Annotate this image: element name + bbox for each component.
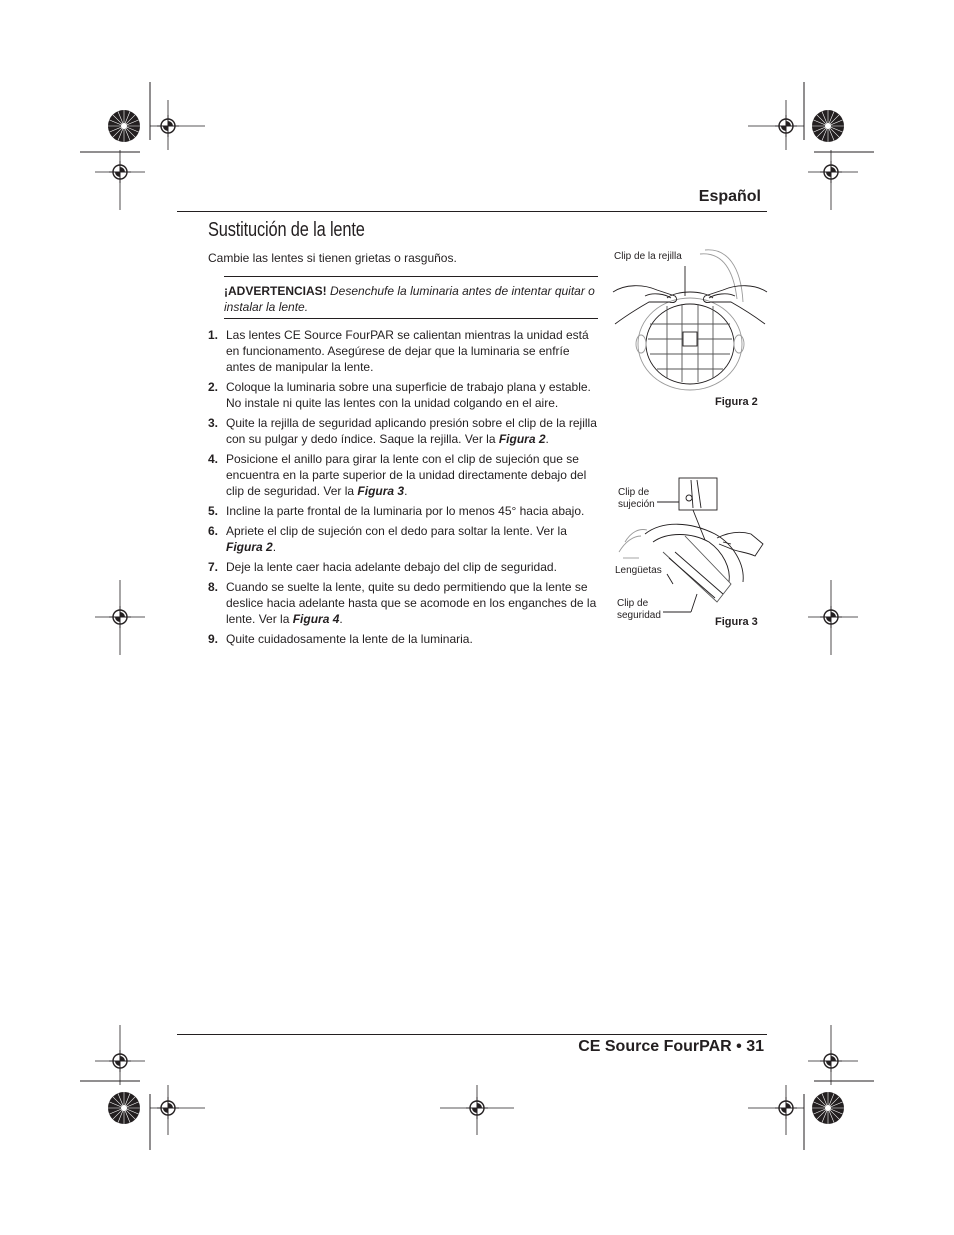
registration-star-icon	[108, 110, 140, 142]
step-text: Quite la rejilla de seguridad aplicando presión sobre el clip de la rejilla con su pulgar y dedo índice. Saque la rejilla. Ver la	[226, 416, 597, 446]
step-number: 4.	[208, 452, 219, 466]
list-item	[208, 579, 598, 627]
step-number: 8.	[208, 580, 219, 594]
intro-text: Cambie las lentes si tienen grietas o rasguños.	[208, 251, 457, 265]
list-item	[208, 523, 598, 555]
step-text: Deje la lente caer hacia adelante debajo del clip de seguridad.	[226, 560, 557, 574]
callout-line: Clip de	[617, 598, 649, 609]
list-item	[208, 415, 598, 447]
step-text: Apriete el clip de sujeción con el dedo para soltar la lente. Ver la	[226, 524, 567, 538]
steps-list	[208, 327, 598, 651]
warning-body: Desenchufe la luminaria antes de intentar quitar o instalar la lente.	[224, 284, 595, 314]
figure-reference: Figura 2	[226, 540, 273, 554]
figure2-label: Figura 2	[715, 396, 758, 408]
list-item	[208, 327, 598, 375]
list-item	[208, 379, 598, 411]
figure3-callout-lenguetas: Lengüetas	[615, 565, 662, 576]
figure2-illustration	[605, 244, 775, 394]
step-text-end: .	[272, 540, 277, 554]
step-text: Posicione el anillo para girar la lente con el clip de sujeción que se encuentra en la parte superior de la unidad directamente debajo del clip de seguridad. Ver la	[226, 452, 587, 498]
page-title: Sustitución de la lente	[208, 219, 365, 241]
footer-rule	[177, 1034, 767, 1035]
step-number: 5.	[208, 504, 219, 518]
figure2-callout-clip-rejilla: Clip de la rejilla	[614, 251, 682, 262]
callout-line: seguridad	[617, 610, 661, 621]
step-text: Quite cuidadosamente la lente de la luminaria.	[226, 632, 473, 646]
step-text: Coloque la luminaria sobre una superficie de trabajo plana y estable. No instale ni quite las lentes con la unidad colgando en el aire.	[226, 380, 591, 410]
step-text: Las lentes CE Source FourPAR se calientan mientras la unidad está en funcionamento. Asegúrese de dejar que la luminaria se enfríe antes de manipular la lente.	[226, 328, 589, 374]
callout-line: Clip de	[618, 487, 650, 498]
section-label: Español	[698, 188, 761, 205]
callout-line: sujeción	[618, 499, 655, 510]
step-number: 2.	[208, 380, 219, 394]
figure3-callout-clip-seguridad	[617, 598, 661, 622]
header-rule	[177, 211, 767, 212]
step-number: 6.	[208, 524, 219, 538]
figure-reference: Figura 4	[292, 612, 340, 626]
step-text: Incline la parte frontal de la luminaria por lo menos 45° hacia abajo.	[226, 504, 585, 518]
figure-reference: Figura 2	[498, 432, 546, 446]
figure-reference: Figura 3	[357, 484, 405, 498]
warning-label: ¡ADVERTENCIAS!	[224, 284, 327, 298]
footer-label: CE Source FourPAR • 31	[578, 1038, 764, 1055]
list-item	[208, 631, 598, 647]
step-number: 1.	[208, 328, 219, 342]
step-number: 3.	[208, 416, 219, 430]
step-text: Cuando se suelte la lente, quite su dedo permitiendo que la lente se deslice hacia adelante hasta que se acomode en los enganches de la lente. Ver la	[226, 580, 597, 626]
warning-box	[224, 276, 598, 319]
step-text-end: .	[404, 484, 408, 498]
figure3-callout-clip-sujecion	[618, 487, 655, 511]
list-item	[208, 559, 598, 575]
step-number: 7.	[208, 560, 219, 574]
step-text-end: .	[339, 612, 343, 626]
step-number: 9.	[208, 632, 219, 646]
list-item	[208, 503, 598, 519]
figure3-label: Figura 3	[715, 616, 758, 628]
warning-text	[224, 283, 598, 315]
step-text-end: .	[545, 432, 549, 446]
list-item	[208, 451, 598, 499]
